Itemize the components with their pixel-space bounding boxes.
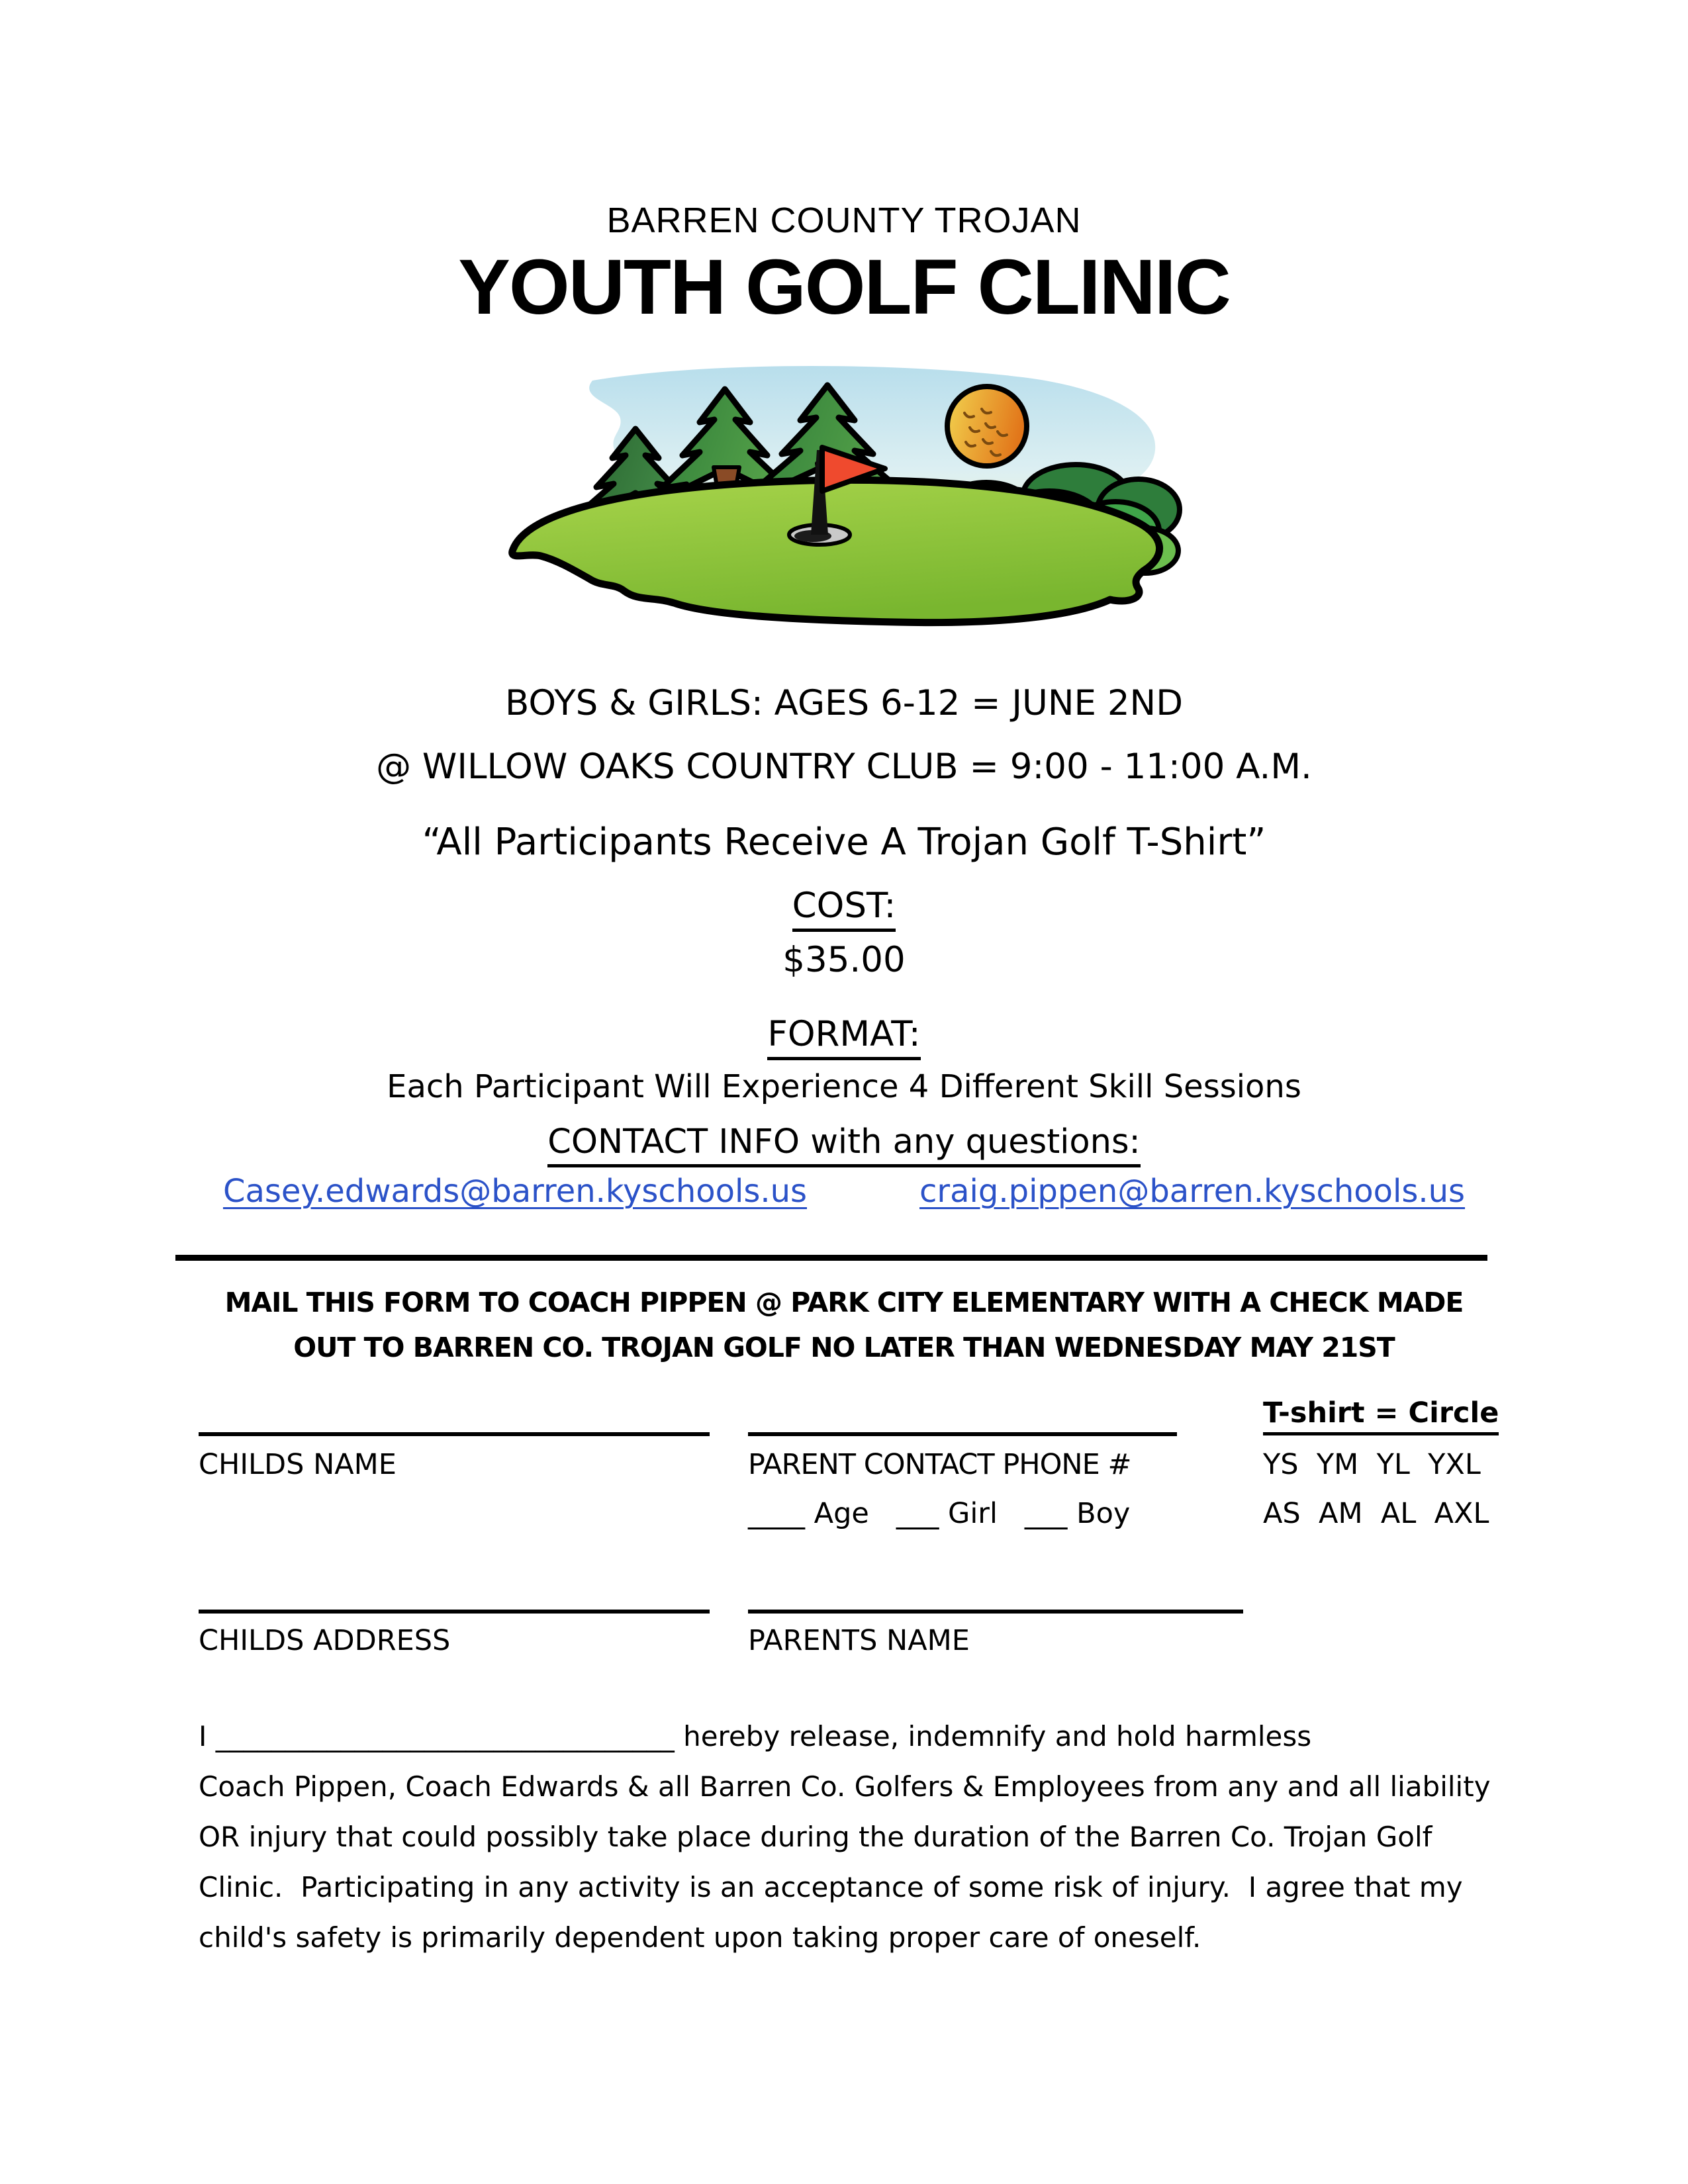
parents-name-label: PARENTS NAME	[748, 1624, 970, 1657]
tshirt-note: “All Participants Receive A Trojan Golf T-Shirt”	[422, 821, 1266, 864]
golf-ball-icon	[947, 387, 1027, 466]
youth-sizes-options: YS YM YL YXL	[1263, 1448, 1481, 1481]
email-link-casey[interactable]: Casey.edwards@barren.kyschools.us	[222, 1173, 808, 1210]
release-line: I _________________________________ hereby release, indemnify and hold harmless	[199, 1720, 1312, 1752]
parent-phone-label: PARENT CONTACT PHONE #	[748, 1448, 1131, 1481]
cost-value: $35.00	[782, 940, 906, 980]
format-description: Each Participant Will Experience 4 Different Skill Sessions	[387, 1068, 1301, 1105]
childs-name-label: CHILDS NAME	[199, 1448, 397, 1481]
format-heading: FORMAT:	[0, 1014, 1688, 1060]
event-line-location-time: @ WILLOW OAKS COUNTRY CLUB = 9:00 - 11:00 A.M.	[376, 747, 1312, 787]
contact-emails	[0, 1173, 1688, 1210]
registration-form	[199, 1390, 1516, 1694]
release-line: Clinic. Participating in any activity is an acceptance of some risk of injury. I agree that my	[199, 1871, 1463, 1903]
release-line: Coach Pippen, Coach Edwards & all Barren Co. Golfers & Employees from any and all liability	[199, 1770, 1491, 1803]
flyer-title: YOUTH GOLF CLINIC	[458, 244, 1230, 331]
childs-address-blank-line	[199, 1610, 710, 1614]
childs-name-blank-line	[199, 1432, 710, 1436]
tshirt-size-header: T-shirt = Circle	[1263, 1396, 1499, 1435]
event-line-ages-date: BOYS & GIRLS: AGES 6-12 = JUNE 2ND	[504, 683, 1184, 723]
email-link-craig[interactable]: craig.pippen@barren.kyschools.us	[919, 1173, 1466, 1210]
flyer-subtitle: BARREN COUNTY TROJAN	[606, 201, 1082, 240]
contact-heading: CONTACT INFO with any questions:	[0, 1122, 1688, 1167]
childs-address-label: CHILDS ADDRESS	[199, 1624, 451, 1657]
mail-instructions-line1: MAIL THIS FORM TO COACH PIPPEN @ PARK CITY ELEMENTARY WITH A CHECK MADE	[224, 1287, 1464, 1318]
parents-name-blank-line	[748, 1610, 1243, 1614]
liability-release-paragraph	[199, 1711, 1556, 1963]
putting-green-shape	[512, 480, 1160, 622]
cost-heading: COST:	[0, 886, 1688, 932]
release-line: OR injury that could possibly take place during the duration of the Barren Co. Trojan Golf	[199, 1821, 1432, 1853]
mail-instructions-line2: OUT TO BARREN CO. TROJAN GOLF NO LATER THAN WEDNESDAY MAY 21ST	[293, 1332, 1395, 1363]
age-girl-boy-line: ____ Age ___ Girl ___ Boy	[748, 1497, 1131, 1530]
adult-sizes-options: AS AM AL AXL	[1263, 1497, 1489, 1530]
section-divider-line	[175, 1255, 1487, 1261]
golf-course-illustration	[493, 357, 1195, 630]
parent-phone-blank-line	[748, 1432, 1177, 1436]
release-line: child's safety is primarily dependent upon taking proper care of oneself.	[199, 1921, 1201, 1954]
